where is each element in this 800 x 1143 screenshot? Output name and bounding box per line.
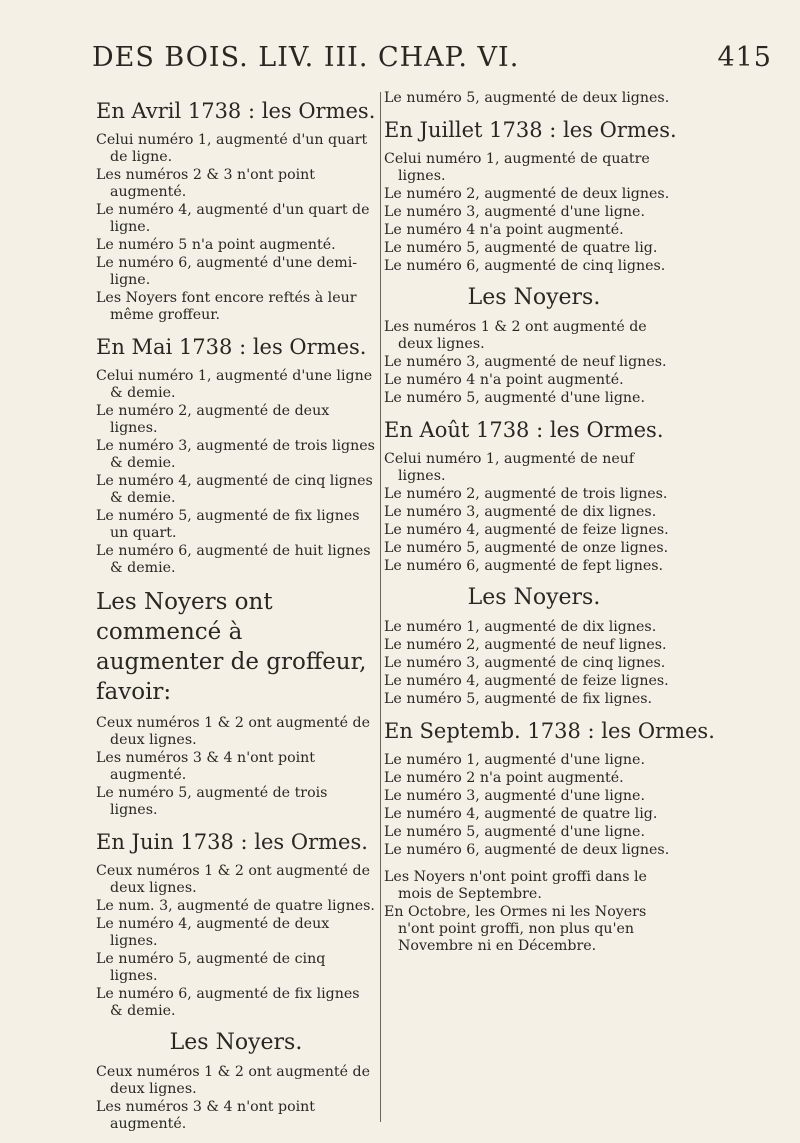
entry-line: Le numéro 5, augmenté de deux lignes.: [384, 90, 670, 106]
section-heading: En Mai 1738 : les Ormes.: [96, 335, 367, 359]
section-heading: En Août 1738 : les Ormes.: [384, 418, 664, 442]
section: [384, 417, 684, 575]
entry-line: Celui numéro 1, augmenté d'une ligne & demie.: [96, 368, 373, 401]
entry-line: Le numéro 2, augmenté de deux lignes.: [96, 403, 330, 436]
column-divider: [380, 92, 381, 1122]
entry-line: Le numéro 5, augmenté de fix lignes un quart.: [96, 508, 360, 541]
section: [384, 285, 684, 407]
section: [96, 587, 376, 819]
entry-line: Le numéro 6, augmenté de cinq lignes.: [384, 258, 666, 274]
entry-line: Ceux numéros 1 & 2 ont augmenté de deux lignes.: [96, 715, 370, 748]
entry-line: Le numéro 3, augmenté de cinq lignes.: [384, 655, 666, 671]
section-heading: En Juillet 1738 : les Ormes.: [384, 118, 677, 142]
entry-line: Le numéro 1, augmenté d'une ligne.: [384, 752, 645, 768]
entry-line: Le numéro 5 n'a point augmenté.: [96, 237, 336, 253]
section: [384, 117, 684, 275]
section: [384, 869, 684, 955]
entry-line: Les numéros 3 & 4 n'ont point augmenté.: [96, 1099, 315, 1132]
entry-line: Celui numéro 1, augmenté d'un quart de ligne.: [96, 132, 368, 165]
page-number: 415: [717, 42, 772, 73]
entry-line: Le numéro 4, augmenté de quatre lig.: [384, 806, 658, 822]
entry-line: Ceux numéros 1 & 2 ont augmenté de deux lignes.: [96, 863, 370, 896]
right-column: [384, 90, 715, 965]
section: [96, 1030, 376, 1133]
section-heading: Les Noyers.: [169, 1030, 303, 1055]
entry-line: Le numéro 6, augmenté de deux lignes.: [384, 842, 670, 858]
section-heading: En Juin 1738 : les Ormes.: [96, 830, 368, 854]
entry-line: Le numéro 2 n'a point augmenté.: [384, 770, 624, 786]
entry-line: Le numéro 2, augmenté de neuf lignes.: [384, 637, 667, 653]
entry-line: Le numéro 3, augmenté d'une ligne.: [384, 204, 645, 220]
running-head: [92, 42, 772, 82]
entry-line: Le num. 3, augmenté de quatre lignes.: [96, 898, 375, 914]
entry-line: Le numéro 5, augmenté d'une ligne.: [384, 824, 645, 840]
entry-line: Le numéro 4 n'a point augmenté.: [384, 372, 624, 388]
entry-line: Les numéros 1 & 2 ont augmenté de deux lignes.: [384, 319, 647, 352]
entry-line: Le numéro 1, augmenté de dix lignes.: [384, 619, 657, 635]
entry-line: Celui numéro 1, augmenté de quatre lignes.: [384, 151, 650, 184]
entry-line: Le numéro 4, augmenté de deux lignes.: [96, 916, 330, 949]
section: [384, 718, 715, 859]
section: [96, 829, 376, 1020]
entry-line: Le numéro 4, augmenté d'un quart de ligne.: [96, 202, 370, 235]
entry-line: Les numéros 2 & 3 n'ont point augmenté.: [96, 167, 315, 200]
entry-line: Le numéro 4, augmenté de feize lignes.: [384, 673, 669, 689]
entry-line: Celui numéro 1, augmenté de neuf lignes.: [384, 451, 635, 484]
section-heading: Les Noyers.: [467, 285, 601, 310]
entry-line: Le numéro 6, augmenté d'une demi-ligne.: [96, 255, 358, 288]
entry-line: Les Noyers n'ont point groffi dans le mois de Septembre.: [384, 869, 647, 902]
entry-line: Le numéro 6, augmenté de fept lignes.: [384, 558, 664, 574]
entry-line: Le numéro 3, augmenté de trois lignes & demie.: [96, 438, 375, 471]
section: [384, 90, 684, 107]
section: [96, 334, 376, 577]
entry-line: Le numéro 5, augmenté de cinq lignes.: [96, 951, 326, 984]
entry-line: Les Noyers font encore reftés à leur même groffeur.: [96, 290, 357, 323]
entry-line: Le numéro 5, augmenté de fix lignes.: [384, 691, 653, 707]
section-heading: Les Noyers.: [467, 585, 601, 610]
entry-line: Le numéro 3, augmenté de neuf lignes.: [384, 354, 667, 370]
section: [384, 585, 684, 708]
section-heading: En Septemb. 1738 : les Ormes.: [384, 719, 715, 743]
running-head-title: DES BOIS. LIV. III. CHAP. VI.: [92, 42, 520, 73]
entry-line: Le numéro 3, augmenté de dix lignes.: [384, 504, 657, 520]
entry-line: Le numéro 4, augmenté de feize lignes.: [384, 522, 669, 538]
entry-line: Le numéro 5, augmenté de onze lignes.: [384, 540, 669, 556]
entry-line: En Octobre, les Ormes ni les Noyers n'ont point groffi, non plus qu'en Novembre ni en Décembre.: [384, 904, 647, 954]
entry-line: Le numéro 6, augmenté de fix lignes & demie.: [96, 986, 360, 1019]
entry-line: Le numéro 5, augmenté d'une ligne.: [384, 390, 645, 406]
section-heading: Les Noyers ont commencé à augmenter de groffeur, favoir:: [96, 589, 367, 705]
entry-line: Le numéro 3, augmenté d'une ligne.: [384, 788, 645, 804]
entry-line: Le numéro 4, augmenté de cinq lignes & demie.: [96, 473, 373, 506]
section: [96, 98, 376, 324]
entry-line: Les numéros 3 & 4 n'ont point augmenté.: [96, 750, 315, 783]
left-column: [96, 90, 376, 1143]
entry-line: Ceux numéros 1 & 2 ont augmenté de deux lignes.: [96, 1064, 370, 1097]
entry-line: Le numéro 2, augmenté de deux lignes.: [384, 186, 670, 202]
section-heading: En Avril 1738 : les Ormes.: [96, 99, 376, 123]
entry-line: Le numéro 4 n'a point augmenté.: [384, 222, 624, 238]
entry-line: Le numéro 5, augmenté de quatre lig.: [384, 240, 658, 256]
entry-line: Le numéro 2, augmenté de trois lignes.: [384, 486, 668, 502]
entry-line: Le numéro 5, augmenté de trois lignes.: [96, 785, 328, 818]
entry-line: Le numéro 6, augmenté de huit lignes & demie.: [96, 543, 371, 576]
